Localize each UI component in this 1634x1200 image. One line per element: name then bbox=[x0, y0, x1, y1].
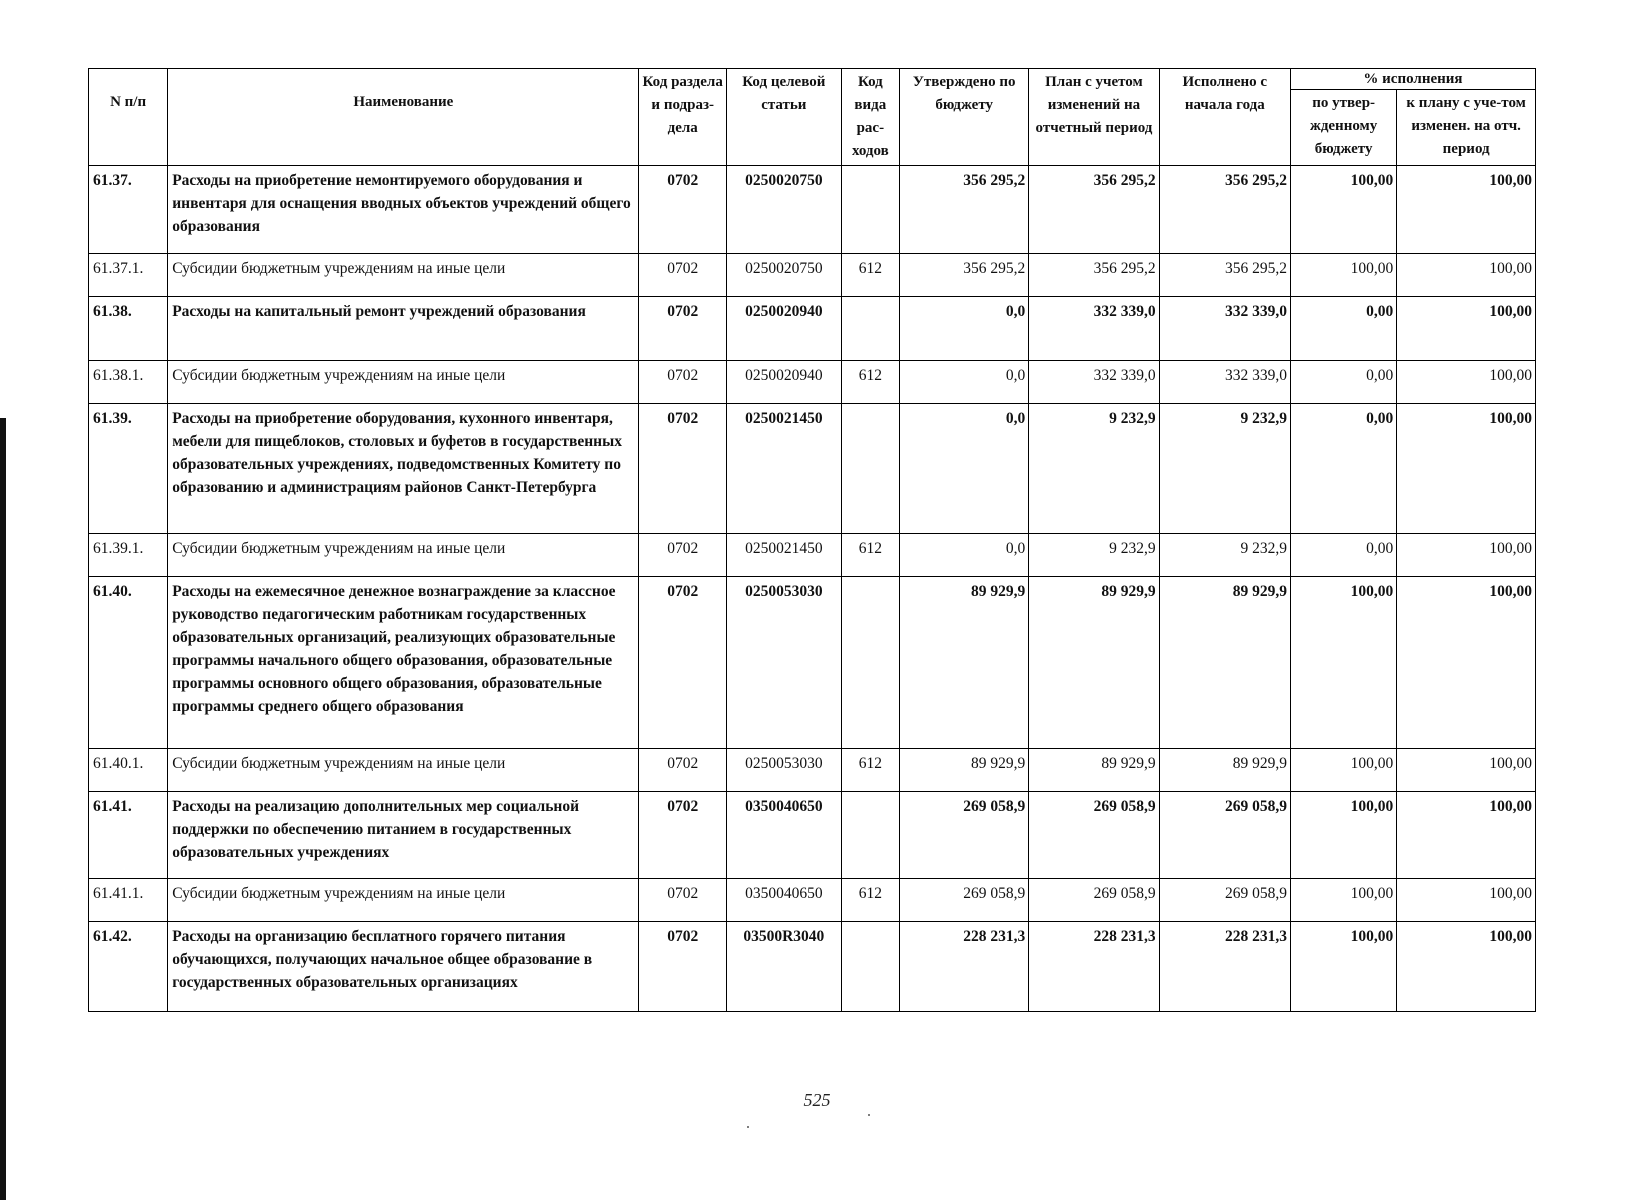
cell-vid bbox=[841, 297, 899, 361]
cell-razdel: 0702 bbox=[639, 361, 727, 404]
table-row bbox=[89, 792, 1536, 879]
header-row-1 bbox=[89, 69, 1536, 90]
cell-name: Расходы на приобретение немонтируемого оборудования и инвентаря для оснащения вводных объектов учреждений общего образования bbox=[168, 166, 639, 254]
cell-vid bbox=[841, 577, 899, 749]
cell-num: 61.42. bbox=[89, 922, 168, 1012]
scan-edge-shadow bbox=[0, 418, 6, 1200]
cell-name: Субсидии бюджетным учреждениям на иные цели bbox=[168, 749, 639, 792]
table-row bbox=[89, 749, 1536, 792]
cell-vid: 612 bbox=[841, 534, 899, 577]
cell-name: Субсидии бюджетным учреждениям на иные цели bbox=[168, 534, 639, 577]
cell-razdel: 0702 bbox=[639, 166, 727, 254]
cell-celevoi: 0250053030 bbox=[726, 749, 841, 792]
cell-name: Субсидии бюджетным учреждениям на иные цели bbox=[168, 361, 639, 404]
cell-pct-plan: 100,00 bbox=[1397, 577, 1536, 749]
cell-vid bbox=[841, 922, 899, 1012]
table-row bbox=[89, 404, 1536, 534]
cell-ispolneno: 9 232,9 bbox=[1159, 534, 1290, 577]
table-body bbox=[89, 166, 1536, 1012]
cell-pct-plan: 100,00 bbox=[1397, 792, 1536, 879]
table-row bbox=[89, 577, 1536, 749]
table-row bbox=[89, 297, 1536, 361]
cell-num: 61.37. bbox=[89, 166, 168, 254]
cell-name: Расходы на ежемесячное денежное вознаграждение за классное руководство педагогическим работникам государственных образовательных организаций, реализующих образовательные программы начального общего образования, образовательные программы основного общего образования, образовательные программы среднего общего образования bbox=[168, 577, 639, 749]
cell-name: Субсидии бюджетным учреждениям на иные цели bbox=[168, 254, 639, 297]
cell-utverzhdeno: 356 295,2 bbox=[900, 254, 1029, 297]
cell-name: Расходы на организацию бесплатного горячего питания обучающихся, получающих начальное общее образование в государственных образовательных организациях bbox=[168, 922, 639, 1012]
cell-utverzhdeno: 269 058,9 bbox=[900, 879, 1029, 922]
cell-utverzhdeno: 0,0 bbox=[900, 297, 1029, 361]
cell-num: 61.38. bbox=[89, 297, 168, 361]
cell-name: Расходы на реализацию дополнительных мер социальной поддержки по обеспечению питанием в государственных образовательных учреждениях bbox=[168, 792, 639, 879]
cell-razdel: 0702 bbox=[639, 534, 727, 577]
page-number: 525 bbox=[803, 1090, 831, 1110]
table-row bbox=[89, 922, 1536, 1012]
cell-ispolneno: 228 231,3 bbox=[1159, 922, 1290, 1012]
cell-plan: 269 058,9 bbox=[1029, 879, 1159, 922]
cell-pct-plan: 100,00 bbox=[1397, 166, 1536, 254]
cell-pct-plan: 100,00 bbox=[1397, 749, 1536, 792]
budget-table bbox=[88, 68, 1536, 1012]
cell-num: 61.40. bbox=[89, 577, 168, 749]
cell-num: 61.39. bbox=[89, 404, 168, 534]
table-row bbox=[89, 534, 1536, 577]
cell-plan: 332 339,0 bbox=[1029, 361, 1159, 404]
cell-plan: 89 929,9 bbox=[1029, 749, 1159, 792]
header-npp: N п/п bbox=[89, 69, 168, 166]
cell-num: 61.40.1. bbox=[89, 749, 168, 792]
table-row bbox=[89, 361, 1536, 404]
cell-vid: 612 bbox=[841, 749, 899, 792]
cell-pct-plan: 100,00 bbox=[1397, 404, 1536, 534]
header-pct: % исполнения bbox=[1290, 69, 1535, 90]
cell-vid: 612 bbox=[841, 879, 899, 922]
cell-celevoi: 0250020750 bbox=[726, 254, 841, 297]
cell-pct-plan: 100,00 bbox=[1397, 297, 1536, 361]
cell-razdel: 0702 bbox=[639, 254, 727, 297]
cell-vid bbox=[841, 792, 899, 879]
cell-vid: 612 bbox=[841, 254, 899, 297]
header-celevoi: Код целевой статьи bbox=[726, 69, 841, 166]
cell-utverzhdeno: 228 231,3 bbox=[900, 922, 1029, 1012]
cell-ispolneno: 332 339,0 bbox=[1159, 361, 1290, 404]
cell-pct-budget: 100,00 bbox=[1290, 749, 1396, 792]
cell-pct-budget: 0,00 bbox=[1290, 534, 1396, 577]
cell-plan: 356 295,2 bbox=[1029, 254, 1159, 297]
cell-celevoi: 0250020940 bbox=[726, 361, 841, 404]
cell-razdel: 0702 bbox=[639, 879, 727, 922]
cell-celevoi: 03500R3040 bbox=[726, 922, 841, 1012]
cell-utverzhdeno: 0,0 bbox=[900, 361, 1029, 404]
cell-celevoi: 0250053030 bbox=[726, 577, 841, 749]
cell-ispolneno: 269 058,9 bbox=[1159, 792, 1290, 879]
cell-plan: 89 929,9 bbox=[1029, 577, 1159, 749]
cell-utverzhdeno: 89 929,9 bbox=[900, 749, 1029, 792]
cell-pct-plan: 100,00 bbox=[1397, 879, 1536, 922]
header-pct-plan: к плану с уче-том изменен. на отч. период bbox=[1397, 90, 1536, 166]
cell-plan: 228 231,3 bbox=[1029, 922, 1159, 1012]
cell-pct-budget: 100,00 bbox=[1290, 922, 1396, 1012]
cell-vid: 612 bbox=[841, 361, 899, 404]
cell-num: 61.39.1. bbox=[89, 534, 168, 577]
cell-utverzhdeno: 356 295,2 bbox=[900, 166, 1029, 254]
header-plan: План с учетом изменений на отчетный период bbox=[1029, 69, 1159, 166]
cell-ispolneno: 356 295,2 bbox=[1159, 166, 1290, 254]
cell-celevoi: 0350040650 bbox=[726, 792, 841, 879]
cell-utverzhdeno: 0,0 bbox=[900, 404, 1029, 534]
cell-ispolneno: 332 339,0 bbox=[1159, 297, 1290, 361]
cell-razdel: 0702 bbox=[639, 577, 727, 749]
cell-pct-plan: 100,00 bbox=[1397, 254, 1536, 297]
cell-celevoi: 0350040650 bbox=[726, 879, 841, 922]
cell-razdel: 0702 bbox=[639, 404, 727, 534]
cell-razdel: 0702 bbox=[639, 922, 727, 1012]
cell-pct-plan: 100,00 bbox=[1397, 534, 1536, 577]
cell-pct-plan: 100,00 bbox=[1397, 922, 1536, 1012]
cell-ispolneno: 89 929,9 bbox=[1159, 749, 1290, 792]
cell-name: Субсидии бюджетным учреждениям на иные цели bbox=[168, 879, 639, 922]
header-vid: Код вида рас-ходов bbox=[841, 69, 899, 166]
cell-celevoi: 0250020940 bbox=[726, 297, 841, 361]
cell-celevoi: 0250020750 bbox=[726, 166, 841, 254]
cell-pct-budget: 0,00 bbox=[1290, 297, 1396, 361]
cell-vid bbox=[841, 404, 899, 534]
cell-razdel: 0702 bbox=[639, 297, 727, 361]
cell-num: 61.41. bbox=[89, 792, 168, 879]
cell-num: 61.37.1. bbox=[89, 254, 168, 297]
cell-pct-budget: 100,00 bbox=[1290, 254, 1396, 297]
header-razdel: Код раздела и подраз-дела bbox=[639, 69, 727, 166]
cell-name: Расходы на капитальный ремонт учреждений образования bbox=[168, 297, 639, 361]
table-container bbox=[88, 68, 1536, 1062]
cell-pct-budget: 100,00 bbox=[1290, 166, 1396, 254]
scan-speck bbox=[868, 1114, 870, 1116]
table-row bbox=[89, 254, 1536, 297]
cell-plan: 9 232,9 bbox=[1029, 404, 1159, 534]
cell-pct-budget: 100,00 bbox=[1290, 879, 1396, 922]
cell-plan: 269 058,9 bbox=[1029, 792, 1159, 879]
scan-speck bbox=[747, 1126, 749, 1128]
cell-utverzhdeno: 269 058,9 bbox=[900, 792, 1029, 879]
cell-ispolneno: 89 929,9 bbox=[1159, 577, 1290, 749]
cell-ispolneno: 269 058,9 bbox=[1159, 879, 1290, 922]
cell-plan: 9 232,9 bbox=[1029, 534, 1159, 577]
cell-pct-budget: 0,00 bbox=[1290, 404, 1396, 534]
cell-plan: 356 295,2 bbox=[1029, 166, 1159, 254]
cell-vid bbox=[841, 166, 899, 254]
cell-num: 61.38.1. bbox=[89, 361, 168, 404]
cell-razdel: 0702 bbox=[639, 749, 727, 792]
cell-celevoi: 0250021450 bbox=[726, 404, 841, 534]
cell-ispolneno: 356 295,2 bbox=[1159, 254, 1290, 297]
cell-ispolneno: 9 232,9 bbox=[1159, 404, 1290, 534]
table-row bbox=[89, 166, 1536, 254]
header-name: Наименование bbox=[168, 69, 639, 166]
cell-pct-plan: 100,00 bbox=[1397, 361, 1536, 404]
cell-pct-budget: 100,00 bbox=[1290, 792, 1396, 879]
cell-utverzhdeno: 0,0 bbox=[900, 534, 1029, 577]
cell-razdel: 0702 bbox=[639, 792, 727, 879]
header-utverzhdeno: Утверждено по бюджету bbox=[900, 69, 1029, 166]
cell-pct-budget: 100,00 bbox=[1290, 577, 1396, 749]
cell-num: 61.41.1. bbox=[89, 879, 168, 922]
cell-utverzhdeno: 89 929,9 bbox=[900, 577, 1029, 749]
cell-name: Расходы на приобретение оборудования, кухонного инвентаря, мебели для пищеблоков, столовых и буфетов в государственных образовательных учреждениях, подведомственных Комитету по образованию и администрациям районов Санкт-Петербурга bbox=[168, 404, 639, 534]
cell-plan: 332 339,0 bbox=[1029, 297, 1159, 361]
cell-celevoi: 0250021450 bbox=[726, 534, 841, 577]
header-pct-budget: по утвер-жденному бюджету bbox=[1290, 90, 1396, 166]
header-ispolneno: Исполнено с начала года bbox=[1159, 69, 1290, 166]
cell-pct-budget: 0,00 bbox=[1290, 361, 1396, 404]
table-row bbox=[89, 879, 1536, 922]
